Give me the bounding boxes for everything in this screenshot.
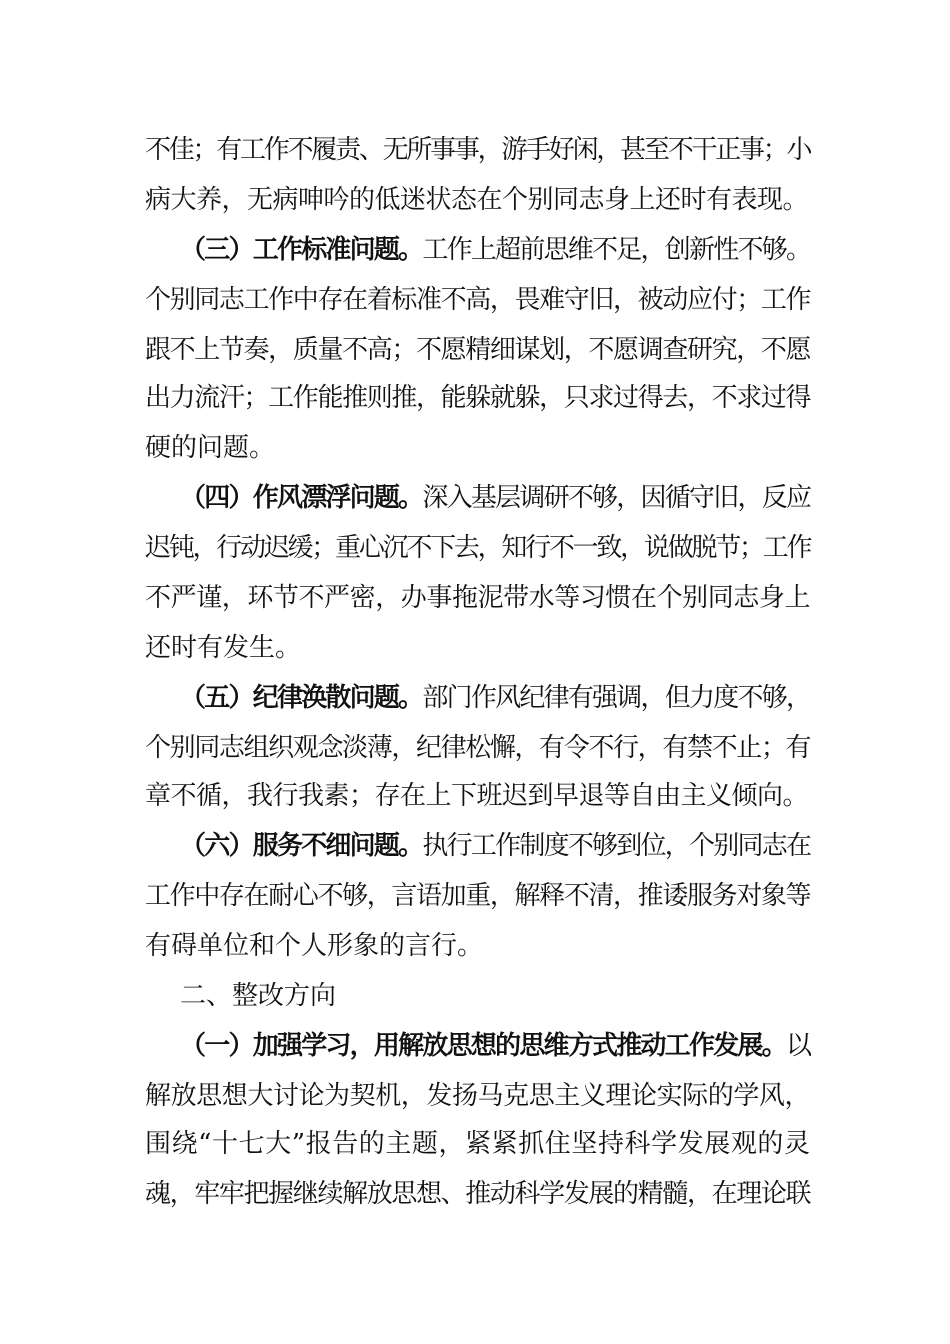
text-line: 个别同志组织观念淡薄，纪律松懈，有令不行，有禁不止；有 bbox=[145, 733, 810, 763]
section-5-text: 部门作风纪律有强调，但力度不够， bbox=[422, 683, 810, 713]
text-line: 解放思想大讨论为契机，发扬马克思主义理论实际的学风， bbox=[145, 1081, 810, 1111]
text-line: 魂，牢牢把握继续解放思想、推动科学发展的精髓，在理论联 bbox=[145, 1179, 810, 1209]
text-line: 不佳；有工作不履责、无所事事，游手好闲，甚至不干正事；小 bbox=[145, 135, 810, 165]
text-line: 病大养，无病呻吟的低迷状态在个别同志身上还时有表现。 bbox=[145, 185, 809, 215]
text-line: 跟不上节奏，质量不高；不愿精细谋划，不愿调查研究，不愿 bbox=[145, 335, 810, 365]
text-line: 出力流汗；工作能推则推，能躲就躲，只求过得去，不求过得 bbox=[145, 383, 810, 413]
text-line: 不严谨，环节不严密，办事拖泥带水等习惯在个别同志身上 bbox=[145, 583, 810, 613]
section-4-title: （四）作风漂浮问题。 bbox=[180, 483, 423, 513]
text-line: 章不循，我行我素；存在上下班迟到早退等自由主义倾向。 bbox=[145, 781, 809, 811]
text-line: 迟钝，行动迟缓；重心沉不下去，知行不一致，说做脱节；工作 bbox=[145, 533, 810, 563]
section-6-text: 执行工作制度不够到位，个别同志在 bbox=[422, 831, 810, 861]
text-line: 工作中存在耐心不够，言语加重，解释不清，推诿服务对象等 bbox=[145, 881, 810, 911]
section-3-title: （三）工作标准问题。 bbox=[180, 235, 423, 265]
section-6-paragraph-start bbox=[180, 826, 810, 866]
text-line: 硬的问题。 bbox=[145, 433, 276, 463]
text-line: 个别同志工作中存在着标准不高，畏难守旧，被动应付；工作 bbox=[145, 285, 810, 315]
section-a-text: 以 bbox=[785, 1031, 810, 1061]
text-line: 还时有发生。 bbox=[145, 633, 302, 663]
section-3-paragraph-start bbox=[180, 230, 810, 270]
section-a-title: （一）加强学习，用解放思想的思维方式推动工作发展。 bbox=[180, 1031, 786, 1061]
section-4-paragraph-start bbox=[180, 478, 810, 518]
text-line: 有碍单位和个人形象的言行。 bbox=[145, 931, 484, 961]
section-heading: 二、整改方向 bbox=[180, 981, 337, 1011]
section-5-paragraph-start bbox=[180, 678, 810, 718]
section-3-text: 工作上超前思维不足，创新性不够。 bbox=[422, 235, 810, 265]
section-5-title: （五）纪律涣散问题。 bbox=[180, 683, 423, 713]
text-line: 围绕“十七大”报告的主题，紧紧抓住坚持科学发展观的灵 bbox=[145, 1129, 810, 1159]
section-6-title: （六）服务不细问题。 bbox=[180, 831, 423, 861]
section-4-text: 深入基层调研不够，因循守旧，反应 bbox=[422, 483, 810, 513]
section-a-paragraph-start bbox=[180, 1026, 810, 1066]
